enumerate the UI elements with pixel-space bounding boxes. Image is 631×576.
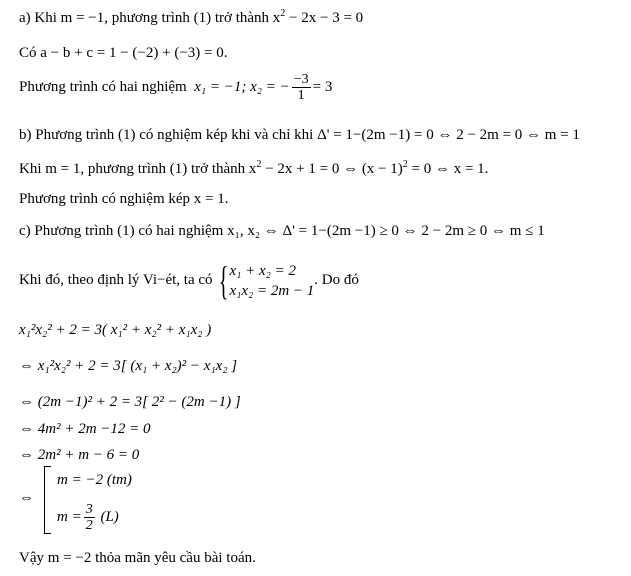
fraction: $\frac{-3}{1}$ — [293, 72, 309, 104]
fraction: $\frac{3}{2}$ — [85, 502, 93, 534]
solution-bracket — [44, 466, 51, 534]
part-b-line-1: b) Phương trình (1) có nghiệm kép khi và chỉ khi Δ' = 1−(2m −1) = 0 ⇔ 2 − 2m = 0 ⇔ m = 1 — [19, 127, 580, 143]
conclusion: Vậy m = −2 thỏa mãn yêu cầu bài toán. — [19, 550, 256, 566]
part-c-line-2: Khi đó, theo định lý Vi−ét, ta có { x₁ + x₂ = 2 x₁x₂ = 2m − 1 . Do đó — [19, 257, 359, 303]
equation-1: x₁²x₂² + 2 = 3( x₁² + x₂² + x₁x₂ ) — [19, 322, 212, 338]
vieta-system: x₁ + x₂ = 2 x₁x₂ = 2m − 1 — [229, 262, 315, 299]
equation-5: ⇔ 2m² + m − 6 = 0 — [19, 447, 140, 463]
part-b-line-3: Phương trình có nghiệm kép x = 1. — [19, 191, 229, 207]
iff-symbol: ⇔ — [19, 490, 34, 506]
part-b-line-2: Khi m = 1, phương trình (1) trở thành $x^2 - 2x + 1 = 0$ ⇔ $(x - 1)^2 = 0$ ⇔ x = 1. — [19, 159, 489, 177]
solution-1: m = −2 (tm) — [57, 472, 132, 488]
equation-4: ⇔ 4m² + 2m −12 = 0 — [19, 421, 151, 437]
equation-2: ⇔ x₁²x₂² + 2 = 3[ (x₁ + x₂)² − x₁x₂ ] — [19, 358, 238, 374]
part-c-line-1: c) Phương trình (1) có hai nghiệm x₁, x₂ ⇔ Δ' = 1−(2m −1) ≥ 0 ⇔ 2 − 2m ≥ 0 ⇔ m ≤ 1 — [19, 223, 545, 239]
brace-icon: { — [219, 257, 229, 303]
part-a-line-1: a) Khi m = −1, phương trình (1) trở thành $x^2 - 2x - 3 = 0$ — [19, 8, 364, 26]
part-a-line-2: Có a − b + c = 1 − (−2) + (−3) = 0. — [19, 45, 228, 61]
equation-3: ⇔ (2m −1)² + 2 = 3[ 2² − (2m −1) ] — [19, 394, 241, 410]
solution-2: m = $\frac{3}{2}$ (L) — [57, 502, 119, 534]
part-a-line-3: Phương trình có hai nghiệm x₁ = −1; x₂ = − $\frac{-3}{1}$ = 3 — [19, 72, 333, 104]
